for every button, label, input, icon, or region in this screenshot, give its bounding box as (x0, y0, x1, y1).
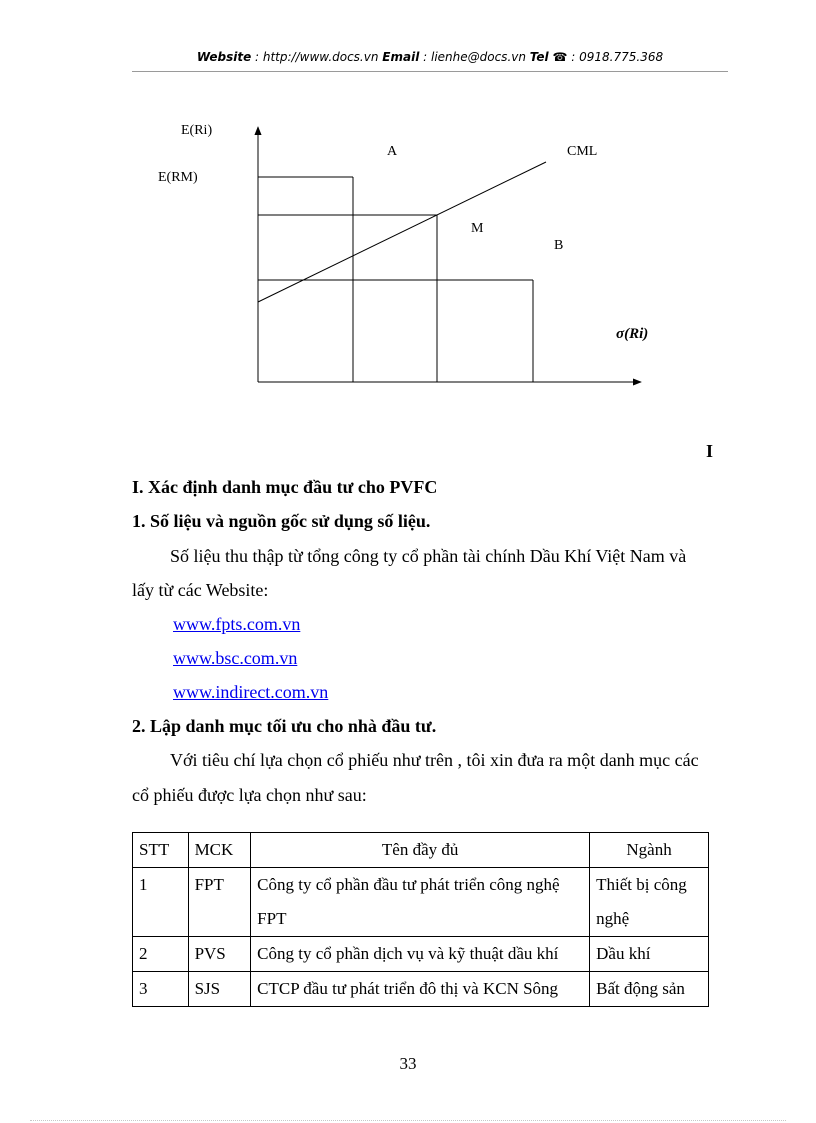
table-row (133, 868, 709, 937)
cell-mck: FPT (188, 868, 251, 937)
email-label: Email (382, 50, 420, 64)
paragraph-1-line-1: Số liệu thu thập từ tổng công ty cổ phần tài chính Dầu Khí Việt Nam và (170, 546, 687, 566)
stock-table (132, 832, 709, 1007)
cell-full-name: CTCP đầu tư phát triển đô thị và KCN Sông (251, 972, 590, 1007)
link-fpts[interactable]: www.fpts.com.vn (173, 614, 301, 634)
cell-text-line: Thiết bị công (596, 875, 687, 894)
paragraph-2-line-2: cổ phiếu được lựa chọn như sau: (132, 785, 367, 805)
x-axis-label: σ(Ri) (616, 326, 649, 342)
page-number: 33 (399, 1054, 417, 1073)
cell-sector: Bất động sản (590, 972, 709, 1007)
cell-full-name (251, 868, 590, 937)
cell-stt: 1 (133, 868, 189, 937)
point-m-label: M (471, 221, 484, 236)
cell-text-line: nghệ (596, 909, 630, 928)
cell-mck: SJS (188, 972, 251, 1007)
paragraph-2-line-1: Với tiêu chí lựa chọn cổ phiếu như trên , tôi xin đưa ra một danh mục các (170, 750, 699, 770)
header-sector: Ngành (590, 833, 709, 868)
website-label: Website (196, 50, 252, 64)
y-axis-label: E(Ri) (181, 123, 213, 138)
cell-text-line: FPT (257, 909, 287, 928)
cell-stt: 3 (133, 972, 189, 1007)
paragraph-1-line-2: lấy từ các Website: (132, 580, 269, 600)
subsection-heading-2: 2. Lập danh mục tối ưu cho nhà đầu tư. (132, 716, 437, 736)
cell-sector (590, 868, 709, 937)
point-b-label: B (554, 238, 564, 253)
cell-full-name: Công ty cổ phần dịch vụ và kỹ thuật dầu khí (251, 937, 590, 972)
cell-sector: Dầu khí (590, 937, 709, 972)
subsection-heading-1: 1. Số liệu và nguồn gốc sử dụng số liệu. (132, 511, 431, 531)
email-value: : lienhe@docs.vn (419, 50, 530, 64)
tel-label: Tel (529, 50, 549, 64)
link-indirect[interactable]: www.indirect.com.vn (173, 682, 329, 702)
header-mck: MCK (188, 833, 251, 868)
link-bsc[interactable]: www.bsc.com.vn (173, 648, 298, 668)
rm-label: E(RM) (158, 170, 198, 185)
cell-text-line: Công ty cổ phần đầu tư phát triển công nghệ (257, 875, 560, 894)
cml-line (258, 162, 546, 302)
phone-icon: ☎ (552, 50, 568, 64)
website-value: : http://www.docs.vn (251, 50, 383, 64)
tel-value: : 0918.775.368 (567, 50, 664, 64)
cell-mck: PVS (188, 937, 251, 972)
cml-label: CML (567, 144, 598, 159)
cell-stt: 2 (133, 937, 189, 972)
table-row (133, 972, 709, 1007)
table-row (133, 937, 709, 972)
table-header-row (133, 833, 709, 868)
section-heading: I. Xác định danh mục đầu tư cho PVFC (132, 477, 438, 497)
footer-divider (30, 1120, 786, 1121)
header-full-name: Tên đầy đủ (251, 833, 590, 868)
cml-diagram (0, 0, 816, 430)
side-marker: I (706, 441, 714, 461)
point-a-label: A (387, 144, 398, 159)
header-stt: STT (133, 833, 189, 868)
